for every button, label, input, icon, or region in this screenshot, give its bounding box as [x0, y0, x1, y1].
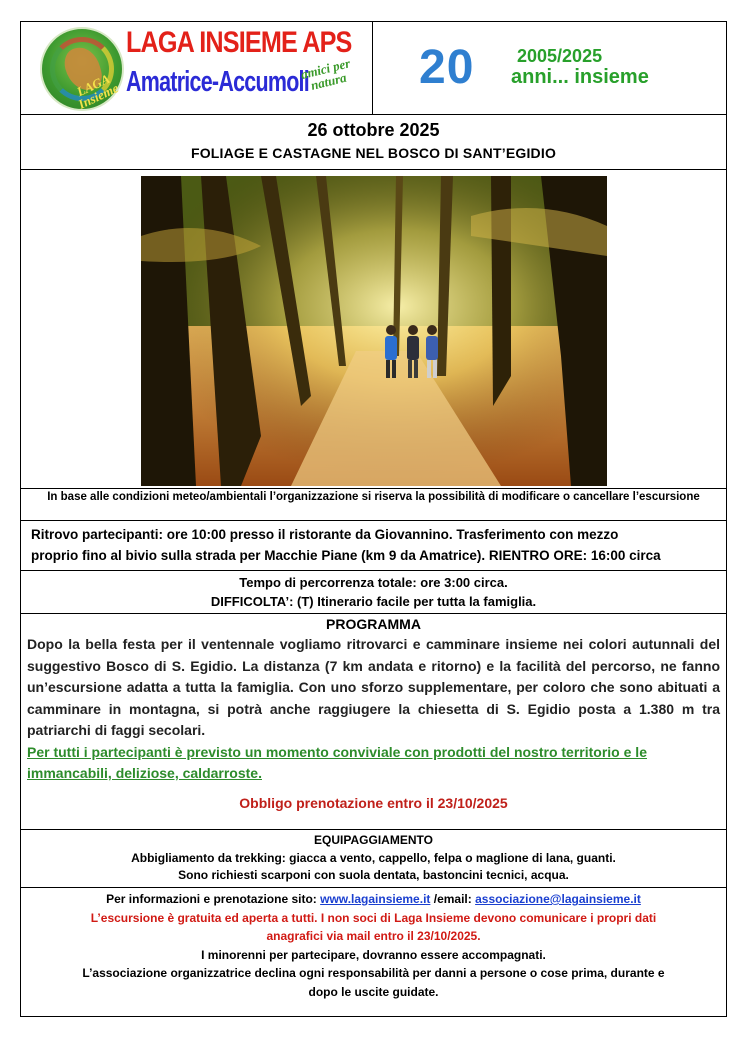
minors-notice: I minorenni per partecipare, dovranno essere accompagnati. [201, 947, 546, 962]
contact-line [21, 890, 726, 909]
programma-body: Dopo la bella festa per il ventennale vogliamo ritrovarci e camminare insieme nei colori autunnali del suggestivo Bosco di S. Egidio. La distanza (7 km andata e ritorno) e la facilità del percorso, ne fanno un’escursione adatta a tutta la famiglia. Con uno sforzo supplementare, per coloro che sono abituati a camminare in montagna, si potrà anche raggiugere la chiesetta di S. Egidio posta a 1.380 m tra patriarchi di faggi secolari. [27, 636, 720, 738]
forest-illustration-icon [141, 176, 607, 486]
association-logo-icon [40, 27, 124, 111]
disclaimer: L’associazione organizzatrice declina ogni responsabilità per danni a persone o cose prima, durante e dopo le uscite guidate. [82, 966, 665, 999]
tagline: amici per natura [299, 55, 352, 93]
booking-deadline: Obbligo prenotazione entro il 23/10/2025 [239, 794, 508, 811]
email-link[interactable]: associazione@lagainsieme.it [475, 892, 641, 906]
flyer [20, 21, 727, 1017]
event-title: FOLIAGE E CASTAGNE NEL BOSCO DI SANT’EGIDIO [190, 145, 557, 161]
equipment-line-2: Sono richiesti scarponi con suola dentata, bastoncini tecnici, acqua. [178, 868, 569, 882]
logo-text: LAGA Insieme [74, 70, 121, 112]
event-date: 26 ottobre 2025 [307, 120, 440, 140]
anniversary-tagline: anni... insieme [511, 66, 649, 88]
meeting-line-1: Ritrovo partecipanti: ore 10:00 presso il ristorante da Giovannino. Trasferimento con mezzo [31, 527, 619, 542]
equipment-heading: EQUIPAGGIAMENTO [314, 833, 433, 847]
photo-section [21, 170, 726, 489]
difficulty-text: DIFFICOLTA’: (T) Itinerario facile per tutta la famiglia. [210, 594, 537, 609]
weather-notice-text: In base alle condizioni meteo/ambientali l’organizzazione si riserva la possibilità di modificare o cancellare l’escursione [47, 491, 700, 503]
forest-photo [141, 176, 607, 486]
info-section [21, 888, 726, 1018]
programma-heading: PROGRAMMA [326, 616, 421, 632]
header-anniversary-cell [373, 22, 726, 114]
equipment-line-1: Abbigliamento da trekking: giacca a vento, cappello, felpa o maglione di lana, guanti. [131, 850, 616, 865]
meeting-section [21, 521, 726, 571]
website-link[interactable]: www.lagainsieme.it [320, 892, 431, 906]
contact-prefix: Per informazioni e prenotazione sito: [106, 892, 321, 906]
header [21, 22, 726, 115]
header-logo-cell [21, 22, 373, 114]
weather-notice [21, 489, 726, 521]
title-section [21, 115, 726, 170]
equipment-section [21, 830, 726, 888]
duration-text: Tempo di percorrenza totale: ore 3:00 circa. [239, 575, 508, 590]
email-prefix: /email: [430, 892, 476, 906]
anniversary-number: 20 [419, 41, 475, 94]
meeting-line-2: proprio fino al bivio sulla strada per Macchie Piane (km 9 da Amatrice). RIENTRO ORE: 16:00 circa [31, 548, 661, 563]
free-notice: L’escursione è gratuita ed aperta a tutti. I non soci di Laga Insieme devono comunicare i propri dati anagrafici via mail entro il 23/10/2025. [90, 910, 657, 943]
org-name: LAGA INSIEME APS [126, 26, 352, 59]
timing-section [21, 571, 726, 614]
programma-highlight: Per tutti i partecipanti è previsto un momento conviviale con prodotti del nostro territorio e le immancabili, deliziose, caldarroste. [27, 743, 647, 781]
anniversary-years: 2005/2025 [517, 46, 603, 66]
org-place: Amatrice-Accumoli [126, 66, 310, 98]
programma-section [21, 614, 726, 830]
